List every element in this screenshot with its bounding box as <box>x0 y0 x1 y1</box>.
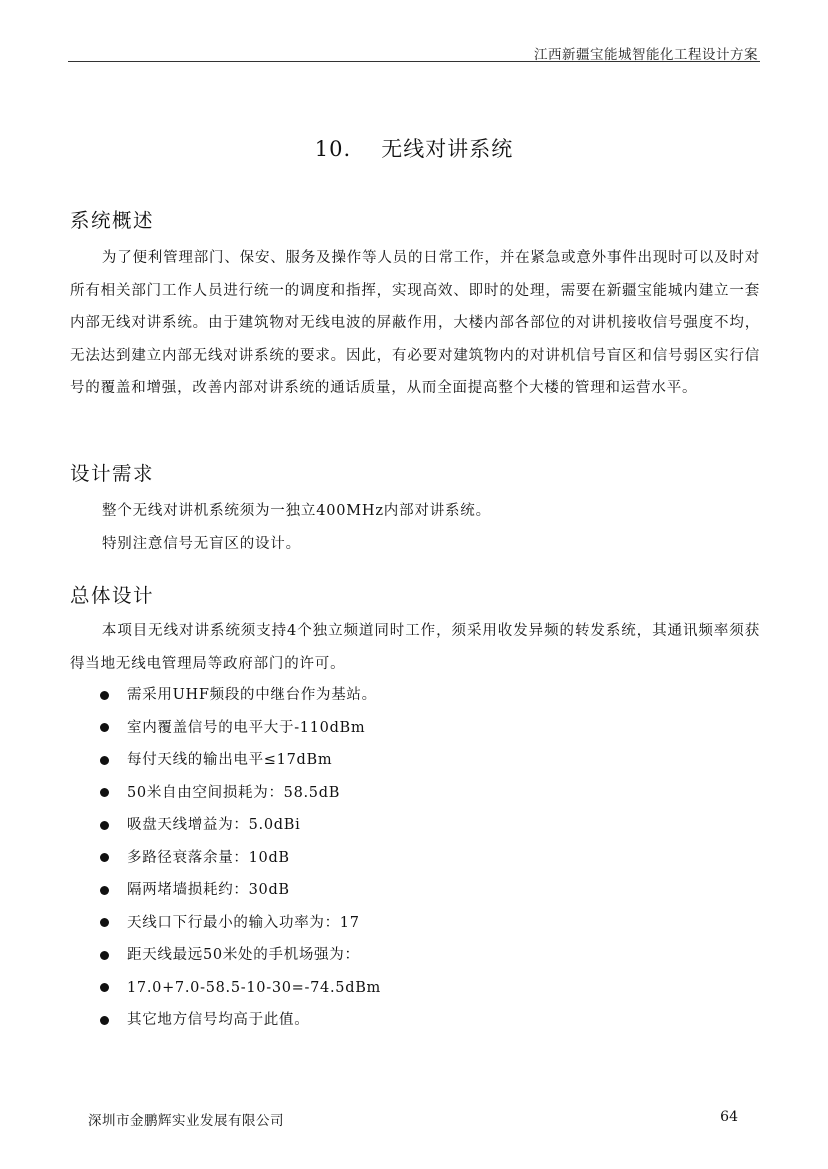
bullet-icon <box>100 853 109 862</box>
chapter-title-text: 无线对讲系统 <box>381 137 514 161</box>
bullet-icon <box>100 788 109 797</box>
bullet-icon <box>100 886 109 895</box>
requirements-line-2: 特别注意信号无盲区的设计。 <box>102 536 301 552</box>
list-item: 距天线最远50米处的手机场强为： <box>100 939 381 972</box>
list-item: 多路径衰落余量：10dB <box>100 842 381 875</box>
bullet-icon <box>100 821 109 830</box>
header-rule <box>68 61 760 62</box>
section-heading-overall: 总体设计 <box>70 584 155 607</box>
section-heading-requirements: 设计需求 <box>70 462 155 485</box>
list-item: 需采用UHF频段的中继台作为基站。 <box>100 679 381 712</box>
list-item: 天线口下行最小的输入功率为：17 <box>100 907 381 940</box>
bullet-icon <box>100 983 109 992</box>
bullet-icon <box>100 951 109 960</box>
chapter-title <box>0 133 828 163</box>
list-item: 室内覆盖信号的电平大于-110dBm <box>100 712 381 745</box>
bullet-icon <box>100 756 109 765</box>
bullet-icon <box>100 1016 109 1025</box>
chapter-number: 10. <box>314 137 352 161</box>
overall-paragraph: 本项目无线对讲系统须支持4个独立频道同时工作，须采用收发异频的转发系统，其通讯频率须获得当地无线电管理局等政府部门的许可。 <box>70 623 760 672</box>
section-heading-overview: 系统概述 <box>70 209 155 232</box>
list-item: 隔两堵墙损耗约：30dB <box>100 874 381 907</box>
list-item: 50米自由空间损耗为：58.5dB <box>100 777 381 810</box>
bullet-icon <box>100 918 109 927</box>
page-number: 64 <box>720 1109 738 1125</box>
design-parameter-list <box>100 679 381 1037</box>
requirements-line-1: 整个无线对讲机系统须为一独立400MHz内部对讲系统。 <box>102 503 491 519</box>
list-item: 其它地方信号均高于此值。 <box>100 1004 381 1037</box>
footer-company: 深圳市金鹏辉实业发展有限公司 <box>88 1113 284 1129</box>
list-item: 吸盘天线增益为：5.0dBi <box>100 809 381 842</box>
list-item: 17.0+7.0-58.5-10-30=-74.5dBm <box>100 972 381 1005</box>
bullet-icon <box>100 691 109 700</box>
page-header-title: 江西新疆宝能城智能化工程设计方案 <box>534 47 758 63</box>
list-item: 每付天线的输出电平≤17dBm <box>100 744 381 777</box>
overview-paragraph: 为了便利管理部门、保安、服务及操作等人员的日常工作，并在紧急或意外事件出现时可以及时对所有相关部门工作人员进行统一的调度和指挥，实现高效、即时的处理，需要在新疆宝能城内建立一套内部无线对讲系统。由于建筑物对无线电波的屏蔽作用，大楼内部各部位的对讲机接收信号强度不均，无法达到建立内部无线对讲系统的要求。因此，有必要对建筑物内的对讲机信号盲区和信号弱区实行信号的覆盖和增强，改善内部对讲系统的通话质量，从而全面提高整个大楼的管理和运营水平。 <box>70 250 760 396</box>
bullet-icon <box>100 723 109 732</box>
